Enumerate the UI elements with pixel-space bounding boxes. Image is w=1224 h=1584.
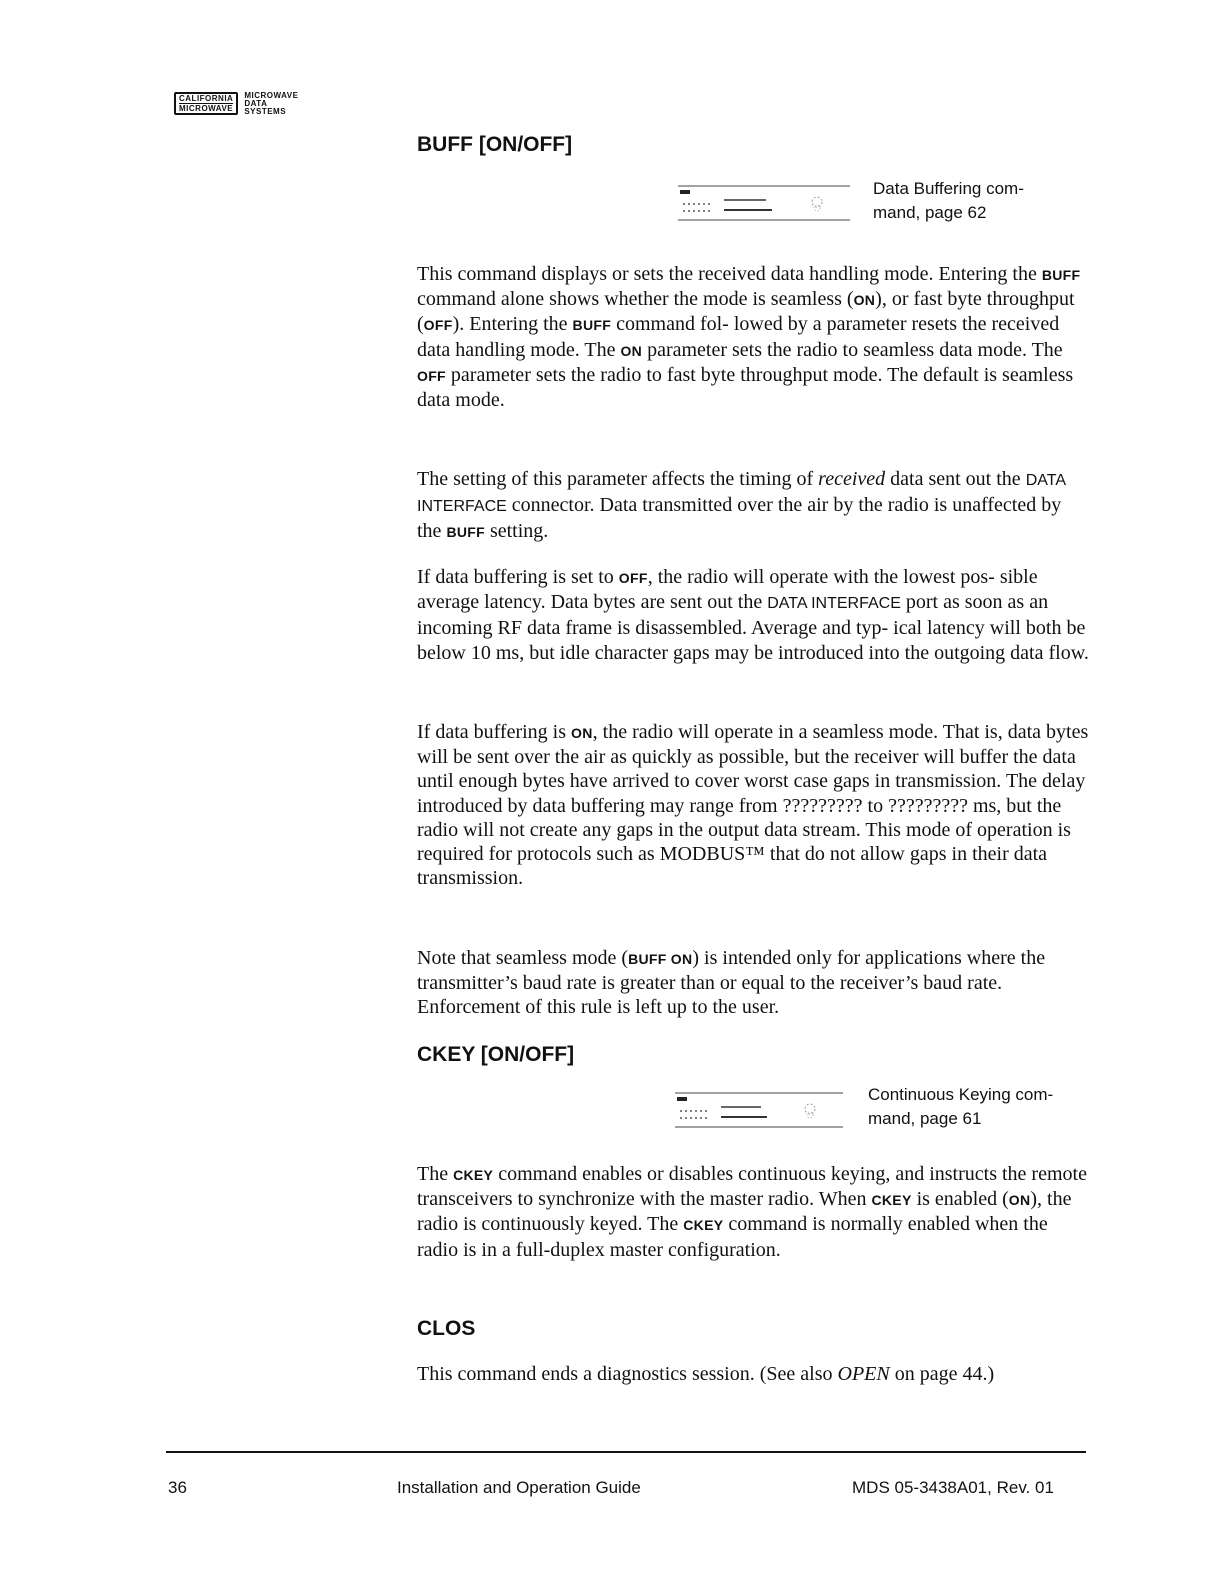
text-run: This command ends a diagnostics session. (See also	[417, 1363, 838, 1385]
cross-reference-link: OPEN	[837, 1363, 890, 1385]
text-run: command is normally enabled when the radio is in a full-duplex master configuration.	[417, 1213, 1048, 1261]
buff-paragraph-2	[417, 467, 1089, 545]
footer-guide-title: Installation and Operation Guide	[397, 1478, 641, 1497]
ref-note-buff: Data Buffering com- mand, page 62	[873, 179, 1024, 222]
company-logo	[174, 92, 298, 116]
logo-word-1: MICROWAVE	[244, 91, 299, 100]
command-term: CKEY	[453, 1167, 494, 1183]
text-run: ), the radio is continuously keyed. The	[417, 1188, 1072, 1236]
command-term: CKEY	[871, 1192, 912, 1209]
text-run: data sent out the	[885, 468, 1026, 490]
logo-box	[174, 92, 238, 115]
section-heading-ckey: CKEY [ON/OFF]	[417, 1043, 575, 1066]
text-run: connector. Data transmitted over the air by the radio is unaffected by the	[417, 494, 1062, 543]
logo-word-3: SYSTEMS	[244, 107, 287, 116]
buff-paragraph-3	[417, 565, 1089, 665]
logo-box-line2: MICROWAVE	[179, 104, 234, 113]
command-term: BUFF	[572, 317, 612, 334]
logo-box-line1: CALIFORNIA	[179, 94, 234, 103]
text-run: The setting of this parameter affects the timing of	[417, 468, 819, 490]
text-run: Note that seamless mode (	[417, 947, 629, 969]
command-term: BUFF	[1041, 267, 1081, 283]
buff-paragraph-5	[417, 946, 1089, 1020]
text-run: command alone shows whether the mode is seamless (	[417, 288, 854, 311]
command-term: CKEY	[683, 1217, 724, 1234]
command-term: OFF	[423, 317, 453, 334]
text-run: This command displays or sets the received data handling mode. Entering the	[417, 263, 1042, 285]
footer-page-number: 36	[168, 1478, 187, 1497]
buff-paragraph-1	[417, 262, 1089, 412]
section-heading-clos: CLOS	[417, 1317, 476, 1340]
text-run: is enabled (	[911, 1188, 1009, 1211]
command-term: ON	[853, 292, 876, 309]
command-term: ON	[571, 725, 593, 741]
section-heading-buff: BUFF [ON/OFF]	[417, 133, 573, 156]
command-term: OFF	[618, 570, 648, 586]
command-term: OFF	[417, 367, 446, 384]
text-run: , the radio will operate with the lowest pos- sible average latency. Data bytes are sent out the	[417, 566, 1038, 614]
command-term: ON	[1008, 1192, 1031, 1209]
command-term: BUFF ON	[628, 951, 693, 967]
text-run: ). Entering the	[452, 313, 573, 336]
text-run: ) is intended only for applications where the transmitter’s baud rate is greater than or equal to the receiver’s baud rate. Enforcement of this rule is left up to the user.	[417, 947, 1046, 1019]
command-term: BUFF	[446, 524, 485, 541]
clos-paragraph-1	[417, 1362, 1089, 1386]
text-run: setting.	[484, 520, 549, 543]
text-run: , the radio will operate in a seamless mode. That is, data bytes will be sent over the air as quickly as possible, but the receiver will buffer the data until enough bytes have arrived to cover worst case gaps in transmission. The delay introduced by data buffering may range from ????????? to ????????? ms, but the radio will not create any gaps in the output data stream. This mode of operation is required for protocols such as MODBUS™ that do not allow gaps in their data transmission.	[417, 721, 1089, 890]
connector-name: DATA INTERFACE	[767, 595, 901, 613]
text-run: command enables or disables continuous keying, and instructs the remote transceivers to synchronize with the master radio. When	[417, 1163, 1087, 1211]
ckey-paragraph-1	[417, 1162, 1089, 1262]
text-run: parameter sets the radio to fast byte throughput mode. The default is seamless data mode.	[417, 363, 1074, 412]
radio-front-panel-icon	[673, 1087, 847, 1133]
logo-word-2: DATA	[244, 99, 268, 108]
ref-note-ckey: Continuous Keying com- mand, page 61	[868, 1085, 1054, 1128]
connector-name: DATA INTERFACE	[417, 472, 1066, 516]
text-run: The	[417, 1163, 454, 1185]
text-run: port as soon as an incoming RF data frame is disassembled. Average and typ- ical latency will both be below 10 ms, but idle character gaps may be introduced into the outgoing data flow.	[417, 591, 1089, 664]
text-run: command fol- lowed by a parameter resets the received data handling mode. The	[417, 313, 1060, 361]
command-term: ON	[620, 342, 643, 359]
footer-doc-number: MDS 05-3438A01, Rev. 01	[852, 1478, 1054, 1497]
text-run: on page 44.)	[889, 1363, 995, 1385]
emphasis: received	[818, 468, 886, 490]
footer-divider	[166, 1451, 1086, 1453]
buff-paragraph-4	[417, 720, 1089, 890]
text-run: If data buffering is set to	[417, 566, 619, 588]
text-run: ), or fast byte throughput (	[417, 288, 1075, 336]
radio-front-panel-icon	[676, 180, 854, 226]
logo-words	[244, 92, 298, 116]
text-run: If data buffering is	[417, 721, 572, 743]
text-run: parameter sets the radio to seamless data mode. The	[642, 338, 1063, 361]
